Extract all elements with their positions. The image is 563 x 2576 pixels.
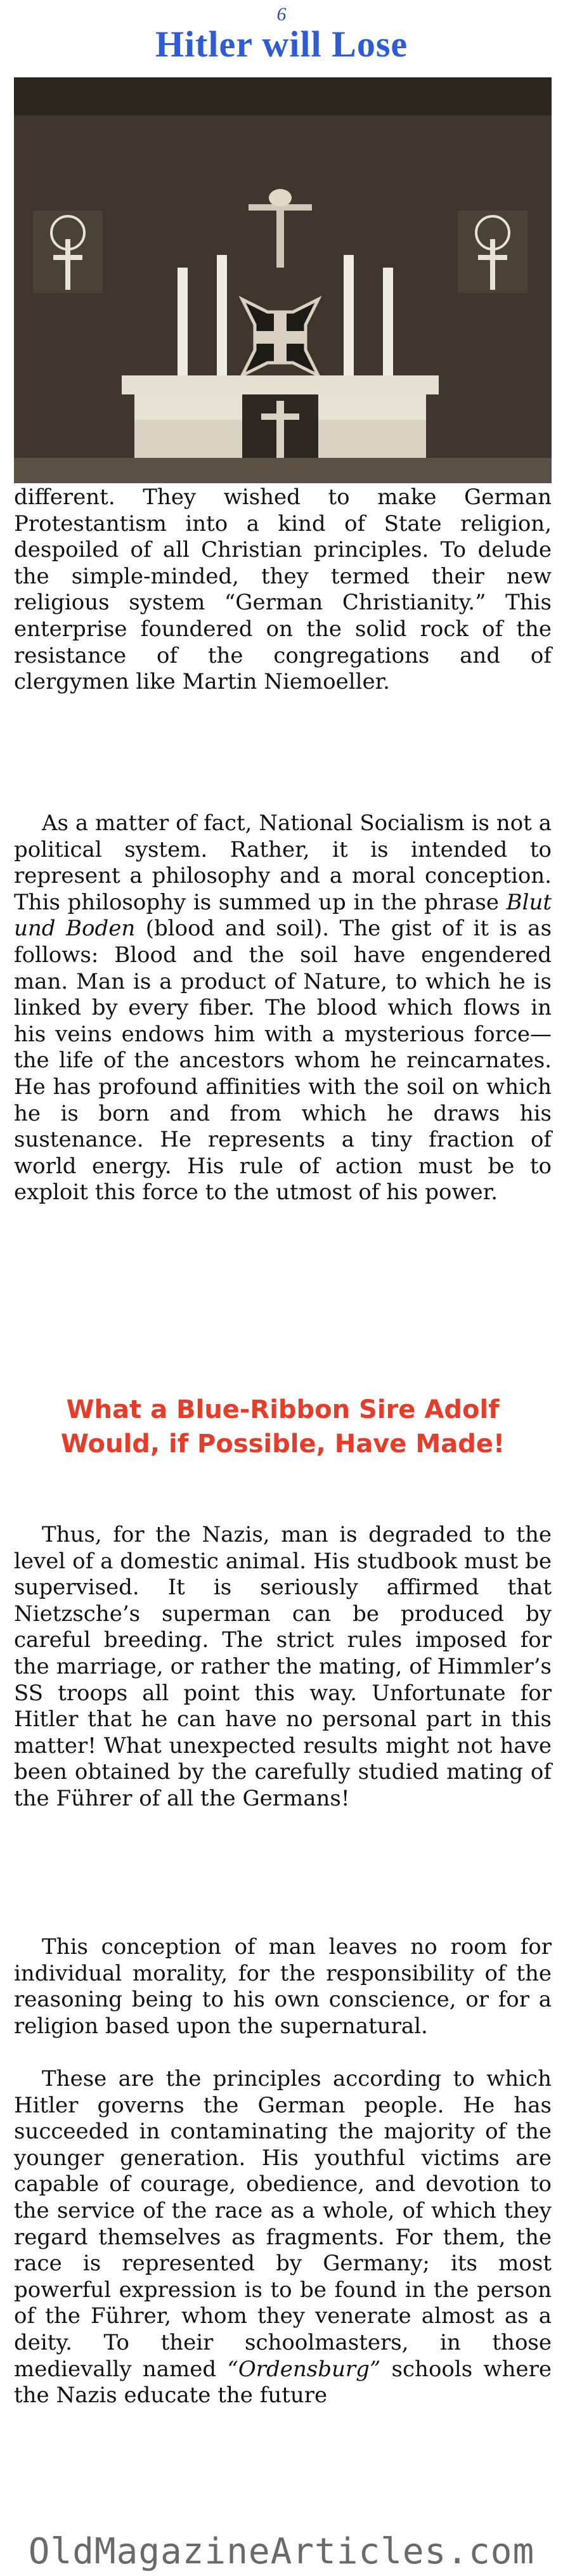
paragraph-5-end: schools where the Nazis educate the future — [14, 2356, 552, 2409]
article-paragraph-4 — [14, 1934, 552, 2039]
paragraph-2-phrase: Blut und Boden — [14, 889, 552, 942]
paragraph-4-text: This conception of man leaves no room for individual morality, for the responsibility of the reasoning being to his own conscience, or for a religion based upon the supernatural. — [14, 1934, 552, 2039]
page-number: 6 — [276, 4, 287, 25]
paragraph-2-end: (blood and soil). The gist of it is as follows: Blood and the soil have engendered man. Man is a product of Nature, to which he is linked by every fiber. The blood which flows in his veins endows him with a mysterious force—the life of the ancestors whom he reincarnates. He has profound affinities with the soil on which he is born and from which he draws his sustenance. He represents a tiny fraction of world energy. His rule of action must be to exploit this force to the utmost of his power. — [14, 916, 552, 1206]
paragraph-2-text — [14, 810, 552, 1206]
article-paragraph-3 — [14, 1522, 552, 1812]
paragraph-1-text: different. They wished to make German Protestantism into a kind of State religion, despoiled of all Christian principles. To delude the simple-minded, they termed their new religious system “German Christianity.” This enterprise foundered on the solid rock of the resistance of the congregations and of clergymen like Martin Niemoeller. — [14, 485, 552, 695]
paragraph-3-text: Thus, for the Nazis, man is degraded to the level of a domestic animal. His studbook must be supervised. It is seriously affirmed that Nietzsche’s superman can be produced by careful breeding. The strict rules imposed for the marriage, or rather the mating, of Himmler’s SS troops all point this way. Unfortunate for Hitler that he can have no personal part in this matter! What unexpected results might not have been obtained by the carefully studied mating of the Führer of all the Germans! — [14, 1522, 552, 1811]
paragraph-5-text — [14, 2066, 552, 2409]
altar-photo — [14, 77, 552, 483]
headline: Hitler will Lose — [155, 23, 408, 65]
article-paragraph-5 — [14, 2066, 552, 2409]
paragraph-2-start: As a matter of fact, National Socialism is not a political system. Rather, it is intended to represent a philosophy and a moral conception. This philosophy is summed up in the phrase — [14, 810, 552, 915]
article-paragraph-2 — [14, 810, 552, 1206]
section-subhead: What a Blue-Ribbon Sire Adolf Would, if Possible, Have Made! — [60, 1395, 505, 1459]
paragraph-5-start: These are the principles according to which Hitler governs the German people. He has succeeded in contaminating the majority of the younger generation. His youthful victims are capable of courage, obedience, and devotion to the service of the race as a whole, of which they regard themselves as fragments. For them, the race is represented by Germany; its most powerful expression is to be found in the person of the Führer, whom they venerate almost as a deity. To their schoolmasters, in those medievally named — [14, 2066, 552, 2382]
paragraph-5-term: “Ordensburg” — [227, 2356, 381, 2382]
site-footer: OldMagazineArticles.com — [28, 2531, 535, 2572]
article-paragraph-1 — [14, 485, 552, 696]
